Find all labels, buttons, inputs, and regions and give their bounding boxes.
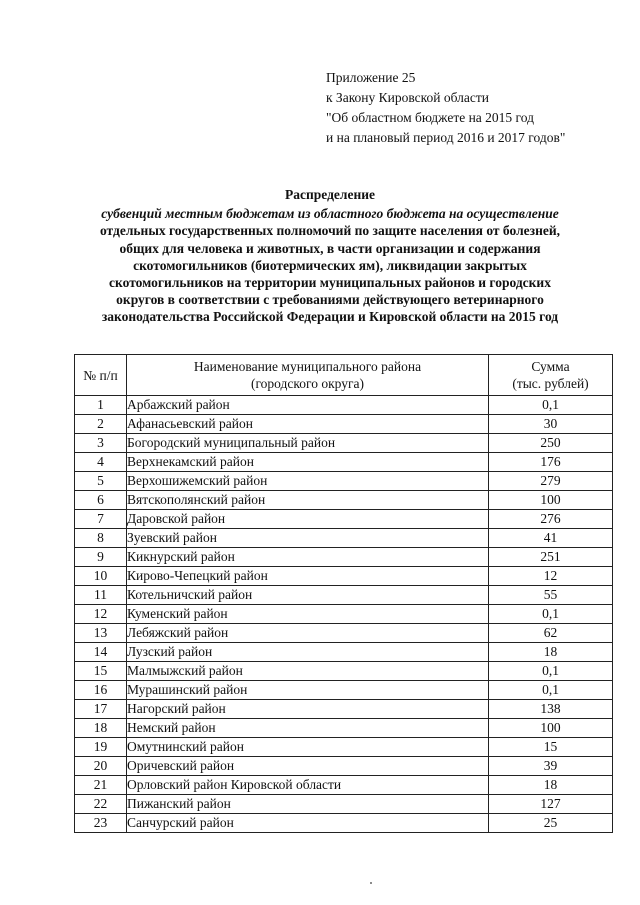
subsidy-amount: 62 xyxy=(489,624,613,643)
row-number: 13 xyxy=(75,624,127,643)
subsidy-amount: 41 xyxy=(489,529,613,548)
row-number: 6 xyxy=(75,491,127,510)
row-number: 2 xyxy=(75,415,127,434)
table-row xyxy=(75,681,613,700)
subsidy-amount: 25 xyxy=(489,814,613,833)
row-number: 4 xyxy=(75,453,127,472)
header-sum-line1: Сумма xyxy=(531,359,570,374)
header-number: № п/п xyxy=(75,355,127,396)
district-name: Лебяжский район xyxy=(127,624,489,643)
district-name: Лузский район xyxy=(127,643,489,662)
district-name: Немский район xyxy=(127,719,489,738)
row-number: 17 xyxy=(75,700,127,719)
title-line: субвенций местным бюджетам из областного бюджета на осуществление xyxy=(101,206,559,222)
subsidy-amount: 55 xyxy=(489,586,613,605)
appendix-law: к Закону Кировской области xyxy=(326,90,490,105)
row-number: 15 xyxy=(75,662,127,681)
table-row xyxy=(75,510,613,529)
district-name: Нагорский район xyxy=(127,700,489,719)
row-number: 19 xyxy=(75,738,127,757)
table-header-row xyxy=(75,355,613,396)
district-name: Оричевский район xyxy=(127,757,489,776)
header-sum-line2: (тыс. рублей) xyxy=(512,376,589,391)
table-row xyxy=(75,776,613,795)
district-name: Малмыжский район xyxy=(127,662,489,681)
table-row xyxy=(75,472,613,491)
subsidy-amount: 0,1 xyxy=(489,662,613,681)
subsidy-amount: 279 xyxy=(489,472,613,491)
subsidy-amount: 276 xyxy=(489,510,613,529)
subsidy-amount: 250 xyxy=(489,434,613,453)
district-name: Куменский район xyxy=(127,605,489,624)
title-line: округов в соответствии с требованиями действующего ветеринарного xyxy=(116,292,544,308)
table-row xyxy=(75,586,613,605)
subsidy-amount: 30 xyxy=(489,415,613,434)
district-name: Даровской район xyxy=(127,510,489,529)
table-row xyxy=(75,624,613,643)
title-line: законодательства Российской Федерации и Кировской области на 2015 год xyxy=(101,309,559,325)
subsidy-amount: 100 xyxy=(489,719,613,738)
district-name: Котельничский район xyxy=(127,586,489,605)
title-heading: Распределение xyxy=(284,187,376,202)
row-number: 8 xyxy=(75,529,127,548)
row-number: 18 xyxy=(75,719,127,738)
table-body xyxy=(75,396,613,833)
title-line: скотомогильников (биотермических ям), ликвидации закрытых xyxy=(133,257,527,273)
subsidy-amount: 138 xyxy=(489,700,613,719)
subsidy-amount: 0,1 xyxy=(489,681,613,700)
subsidy-amount: 12 xyxy=(489,567,613,586)
table-row xyxy=(75,396,613,415)
district-name: Афанасьевский район xyxy=(127,415,489,434)
document-title xyxy=(40,186,620,326)
table-row xyxy=(75,719,613,738)
row-number: 12 xyxy=(75,605,127,624)
row-number: 22 xyxy=(75,795,127,814)
row-number: 10 xyxy=(75,567,127,586)
row-number: 9 xyxy=(75,548,127,567)
title-line: отдельных государственных полномочий по защите населения от болезней, xyxy=(99,223,560,239)
table-row xyxy=(75,529,613,548)
header-district-name xyxy=(127,355,489,396)
appendix-number: Приложение 25 xyxy=(326,70,416,85)
table-row xyxy=(75,643,613,662)
table-row xyxy=(75,795,613,814)
table-row xyxy=(75,415,613,434)
row-number: 21 xyxy=(75,776,127,795)
scan-speck xyxy=(370,882,372,884)
table-row xyxy=(75,434,613,453)
table-row xyxy=(75,453,613,472)
subsidy-amount: 15 xyxy=(489,738,613,757)
district-name: Вятскополянский район xyxy=(127,491,489,510)
district-name: Пижанский район xyxy=(127,795,489,814)
table-row xyxy=(75,491,613,510)
table-row xyxy=(75,700,613,719)
table-row xyxy=(75,757,613,776)
appendix-law-title: "Об областном бюджете на 2015 год xyxy=(326,110,534,125)
row-number: 5 xyxy=(75,472,127,491)
subsidy-amount: 18 xyxy=(489,776,613,795)
row-number: 11 xyxy=(75,586,127,605)
subsidy-amount: 0,1 xyxy=(489,605,613,624)
row-number: 23 xyxy=(75,814,127,833)
subsidies-table xyxy=(74,354,613,833)
appendix-law-period: и на плановый период 2016 и 2017 годов" xyxy=(326,130,566,145)
table-row xyxy=(75,814,613,833)
district-name: Верхошижемский район xyxy=(127,472,489,491)
subsidy-amount: 176 xyxy=(489,453,613,472)
row-number: 1 xyxy=(75,396,127,415)
header-district-name-line1: Наименование муниципального района xyxy=(193,359,422,374)
table-row xyxy=(75,605,613,624)
row-number: 3 xyxy=(75,434,127,453)
district-name: Кикнурский район xyxy=(127,548,489,567)
district-name: Санчурский район xyxy=(127,814,489,833)
district-name: Мурашинский район xyxy=(127,681,489,700)
title-line: скотомогильников на территории муниципальных районов и городских xyxy=(109,275,551,291)
district-name: Богородский муниципальный район xyxy=(127,434,489,453)
district-name: Омутнинский район xyxy=(127,738,489,757)
title-line: общих для человека и животных, в части организации и содержания xyxy=(119,240,541,256)
appendix-reference xyxy=(326,68,565,148)
subsidy-amount: 0,1 xyxy=(489,396,613,415)
district-name: Зуевский район xyxy=(127,529,489,548)
table-row xyxy=(75,738,613,757)
district-name: Орловский район Кировской области xyxy=(127,776,489,795)
table-row xyxy=(75,567,613,586)
subsidy-amount: 127 xyxy=(489,795,613,814)
row-number: 20 xyxy=(75,757,127,776)
subsidy-amount: 100 xyxy=(489,491,613,510)
row-number: 14 xyxy=(75,643,127,662)
row-number: 7 xyxy=(75,510,127,529)
district-name: Верхнекамский район xyxy=(127,453,489,472)
header-district-name-line2: (городского округа) xyxy=(250,376,365,391)
district-name: Кирово-Чепецкий район xyxy=(127,567,489,586)
subsidy-amount: 18 xyxy=(489,643,613,662)
subsidy-amount: 251 xyxy=(489,548,613,567)
table-row xyxy=(75,662,613,681)
row-number: 16 xyxy=(75,681,127,700)
subsidy-amount: 39 xyxy=(489,757,613,776)
table-row xyxy=(75,548,613,567)
header-sum xyxy=(489,355,613,396)
district-name: Арбажский район xyxy=(127,396,489,415)
